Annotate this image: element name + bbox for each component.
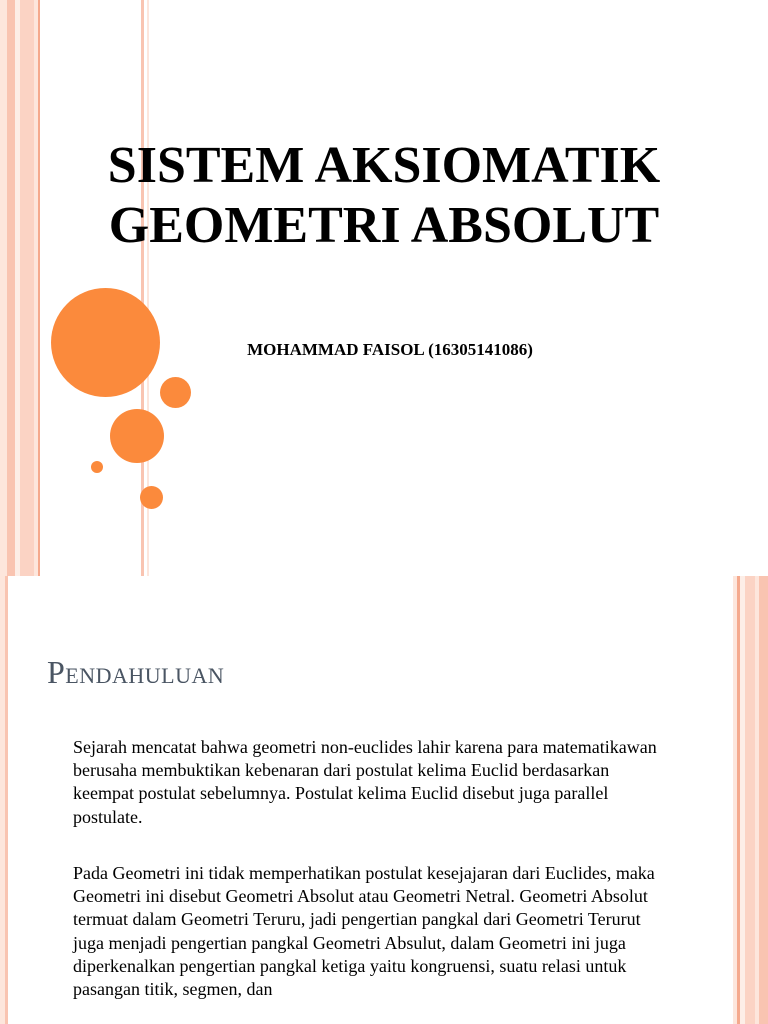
slide-title [80,136,688,256]
decorative-stripe [5,576,8,1024]
slide-title-line1: SISTEM AKSIOMATIK [107,137,661,194]
author-name: MOHAMMAD FAISOL (16305141086) [247,340,533,359]
slide-title-line2: GEOMETRI ABSOLUT [108,197,660,254]
decorative-stripe [7,0,15,576]
content-slide [0,576,768,1024]
decorative-circle-small [140,486,163,509]
decorative-stripe [745,576,755,1024]
decorative-circle-small [160,377,191,408]
paragraph-intro: Sejarah mencatat bahwa geometri non-euclides lahir karena para matematikawan berusaha membuktikan kebenaran dari postulat kelima Euclid berdasarkan keempat postulat sebelumnya. Postulat kelima Euclid disebut juga parallel postulate. [73,737,657,827]
paragraph-absolute-geometry: Pada Geometri ini tidak memperhatikan postulat kesejajaran dari Euclides, maka Geometri ini disebut Geometri Absolut atau Geometri Netral. Geometri Absolut termuat dalam Geometri Teruru, jadi pengertian pangkal dari Geometri Terurut juga menjadi pengertian pangkal Geometri Absulut, dalam Geometri ini juga diperkenalkan pengertian pangkal ketiga yaitu kongruensi, suatu relasi untuk pasangan titik, segmen, dan [73,863,655,1000]
decorative-stripe [20,0,34,576]
decorative-stripe [0,0,7,576]
decorative-stripe [759,576,768,1024]
decorative-circle-tiny [91,461,103,473]
decorative-stripe [38,0,40,576]
decorative-circle-medium [110,409,164,463]
section-heading: Pendahuluan [47,654,225,690]
decorative-circle-large [51,288,160,397]
